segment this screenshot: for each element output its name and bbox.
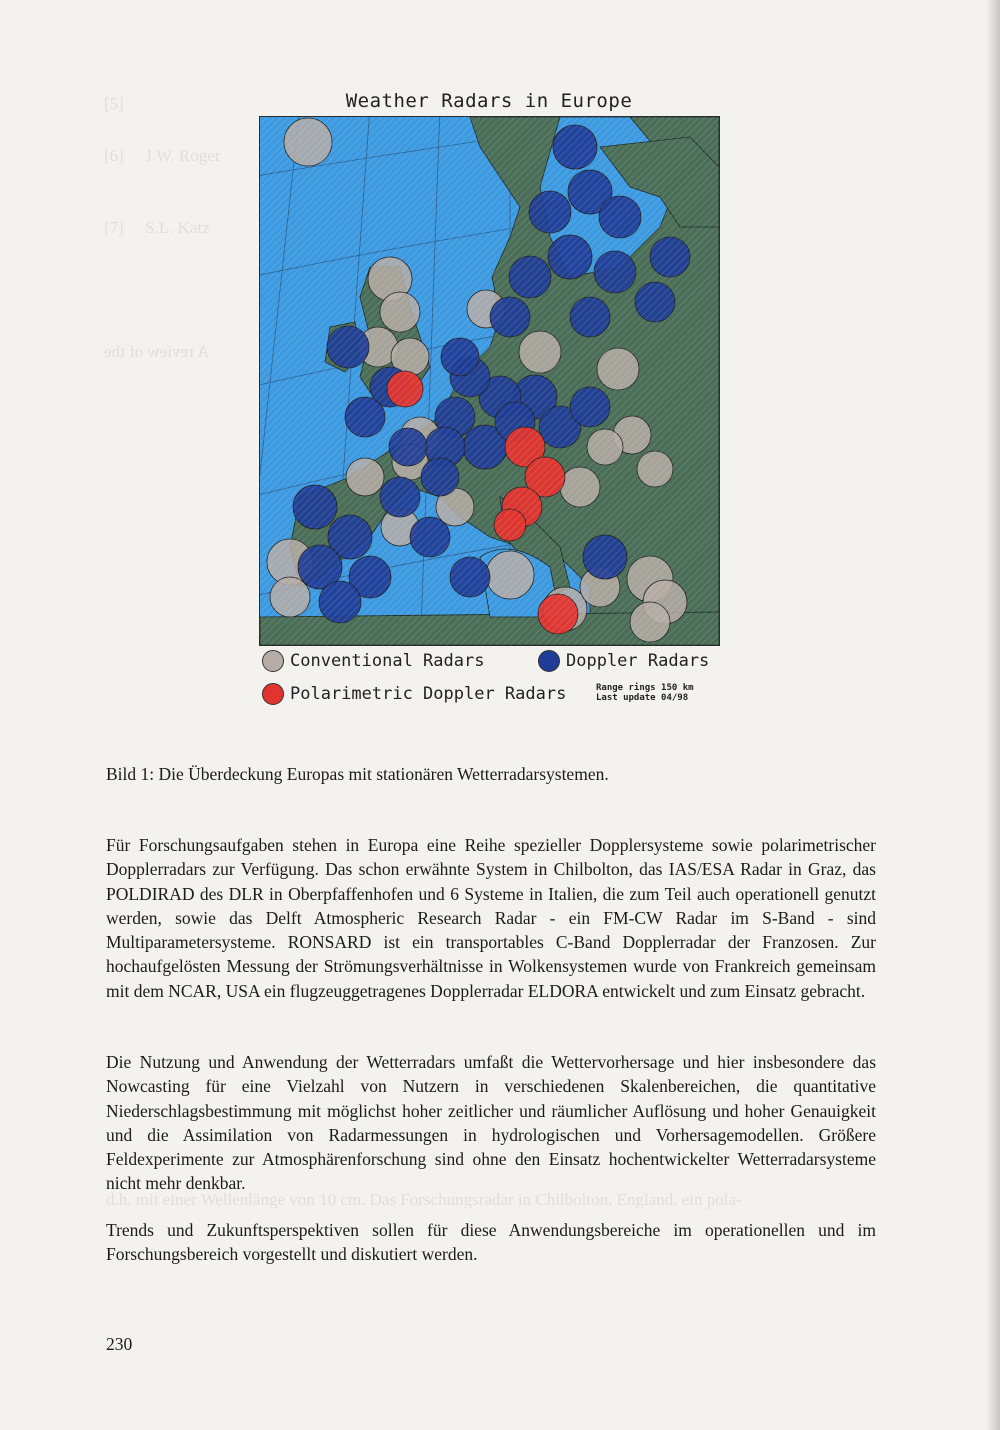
conventional-swatch-icon — [262, 650, 284, 672]
show-through: d.h. mit einer Wellenlänge von 10 cm. Das Forschungsradar in Chilbolton, England, ein pola- — [106, 1190, 742, 1209]
show-through: [6] J.W. Roger — [104, 146, 221, 165]
legend-doppler — [538, 650, 709, 672]
radar-coverage-map — [259, 116, 720, 646]
europe-map-svg — [260, 117, 719, 645]
legend-conventional-label: Conventional Radars — [290, 651, 485, 671]
legend-conventional — [262, 650, 484, 672]
page-edge-shadow — [986, 0, 1000, 1430]
figure-title: Weather Radars in Europe — [345, 90, 633, 112]
paragraph-applications: Die Nutzung und Anwendung der Wetterradars umfaßt die Wettervorhersage und hier insbesondere das Nowcasting für eine Vielzahl von Nutzern in verschiedenen Skalenbereichen, die quantitative Niederschlagsbestimmung mit möglichst hoher zeitlicher und räumlicher Auflösung und hoher Genauigkeit und die Assimilation von Radarmessungen in hydrologischen und Vorhersagemodellen. Größere Feldexperimente zur Atmosphärenforschung sind ohne den Einsatz hochentwickelter Wetterradarsysteme nicht mehr denkbar. — [106, 1052, 876, 1194]
legend-polarimetric — [262, 683, 566, 705]
doppler-swatch-icon — [538, 650, 560, 672]
show-through: A review of the — [104, 342, 210, 361]
paragraph-research-radars: Für Forschungsaufgaben stehen in Europa eine Reihe spezieller Dopplersysteme sowie polarimetrischer Dopplerradars zur Verfügung. Das schon erwähnte System in Chilbolton, das IAS/ESA Radar in Graz, das POLDIRAD des DLR in Oberpfaffenhofen und 6 Systeme in Italien, die zum Teil auch operationell genutzt werden, sowie das Delft Atmospheric Research Radar - ein FM-CW Radar im S-Band - sind Multiparametersysteme. RONSARD ist ein transportables C-Band Dopplerradar der Franzosen. Zur hochaufgelösten Messung der Strömungsverhältnisse in Wolkensystemen wurde von Frankreich gemeinsam mit dem NCAR, USA ein flugzeuggetragenes Dopplerradar ELDORA entwickelt und zum Einsatz gebracht. — [106, 835, 876, 1001]
page-number: 230 — [106, 1334, 133, 1354]
show-through: [7] S.L. Katz — [104, 218, 210, 237]
update-note: Last update 04/98 — [596, 693, 689, 703]
radar-rings — [260, 117, 719, 645]
show-through: [5] — [104, 94, 124, 113]
legend-notes — [596, 683, 694, 703]
legend-doppler-label: Doppler Radars — [566, 651, 710, 671]
figure-caption: Bild 1: Die Überdeckung Europas mit stationären Wetterradarsystemen. — [106, 764, 609, 784]
legend-polarimetric-label: Polarimetric Doppler Radars — [290, 684, 567, 704]
range-note: Range rings 150 km — [596, 683, 694, 693]
paragraph-trends: Trends und Zukunftsperspektiven sollen für diese Anwendungsbereiche im operationellen und im Forschungsbereich vorgestellt und diskutiert werden. — [106, 1220, 876, 1265]
polarimetric-swatch-icon — [262, 683, 284, 705]
map-legend — [262, 650, 722, 712]
